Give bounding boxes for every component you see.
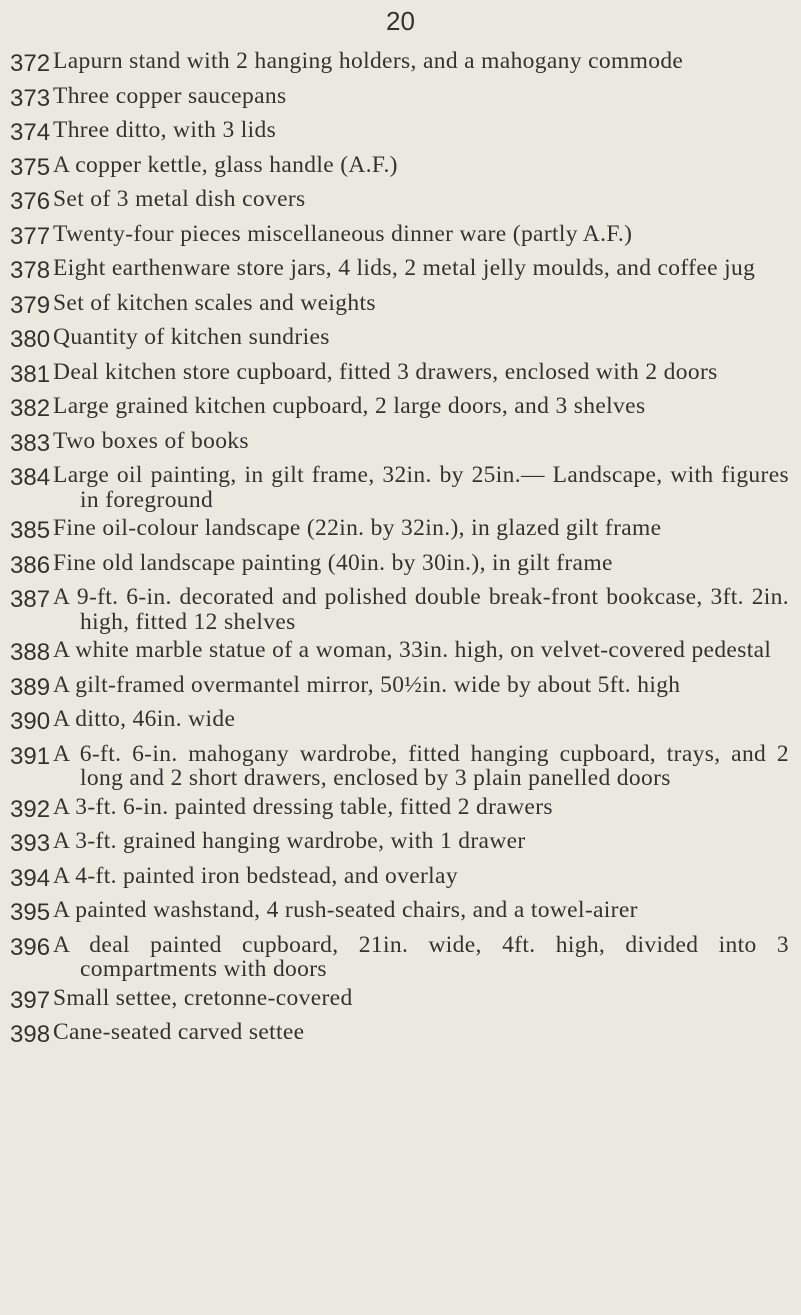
lot-number: 391 [10, 742, 51, 770]
lot-entry [0, 84, 801, 115]
lot-description: Quantity of kitchen sundries [53, 324, 330, 350]
lot-description: A copper kettle, glass handle (A.F.) [53, 151, 398, 178]
lot-number: 380 [10, 326, 51, 353]
lot-number: 383 [10, 429, 51, 457]
lot-entry [0, 638, 801, 669]
lot-number: 390 [10, 708, 51, 735]
lot-entry [0, 394, 801, 425]
lot-entry [0, 360, 801, 391]
lot-entry [0, 551, 801, 582]
lot-description: A painted washstand, 4 rush-seated chairs, and a towel-airer [53, 897, 638, 923]
lot-description: Eight earthenware store jars, 4 lids, 2 metal jelly moulds, and coffee jug [53, 255, 756, 281]
lot-description: Cane-seated carved settee [53, 1019, 305, 1045]
lot-number: 397 [10, 986, 51, 1014]
lot-entry [0, 742, 801, 791]
lot-number: 382 [10, 395, 51, 422]
lot-description: Fine oil-colour landscape (22in. by 32in.), in glazed gilt frame [53, 515, 662, 541]
lot-description: Lapurn stand with 2 hanging holders, and a mahogany commode [53, 48, 684, 74]
lot-number: 398 [10, 1021, 51, 1048]
lot-description: A ditto, 46in. wide [53, 706, 236, 732]
lot-entry [0, 795, 801, 826]
lot-entry [0, 829, 801, 860]
lot-entry [0, 222, 801, 253]
lot-number: 395 [10, 899, 51, 926]
lot-entry [0, 291, 801, 322]
lot-description: Fine old landscape painting (40in. by 30in.), in gilt frame [53, 549, 613, 576]
lot-number: 372 [10, 50, 51, 77]
lot-description: Small settee, cretonne-covered [53, 984, 353, 1011]
lot-list [0, 49, 801, 1055]
lot-description: A deal painted cupboard, 21in. wide, 4ft. high, divided into 3 compartments with doors [53, 931, 789, 982]
lot-number: 379 [10, 291, 51, 319]
page-number: 20 [386, 6, 415, 36]
lot-number: 378 [10, 257, 51, 284]
lot-description: Set of kitchen scales and weights [53, 289, 376, 316]
lot-description: A 3-ft. grained hanging wardrobe, with 1 drawer [53, 828, 526, 854]
lot-number: 393 [10, 830, 51, 857]
lot-entry [0, 429, 801, 460]
lot-entry [0, 118, 801, 149]
lot-number: 386 [10, 551, 51, 579]
lot-description: A 4-ft. painted iron bedstead, and overlay [53, 862, 458, 889]
lot-entry [0, 673, 801, 704]
lot-number: 376 [10, 188, 51, 215]
lot-entry [0, 707, 801, 738]
lot-number: 375 [10, 153, 51, 181]
lot-entry [0, 864, 801, 895]
lot-number: 389 [10, 673, 51, 701]
lot-description: Set of 3 metal dish covers [53, 186, 306, 212]
lot-description: A white marble statue of a woman, 33in. high, on velvet-covered pedestal [53, 637, 772, 663]
lot-entry [0, 585, 801, 634]
lot-entry [0, 463, 801, 512]
lot-entry [0, 153, 801, 184]
lot-entry [0, 933, 801, 982]
lot-description: A 6-ft. 6-in. mahogany wardrobe, fitted hanging cupboard, trays, and 2 long and 2 short drawers, enclosed by 3 plain panelled doors [53, 740, 789, 791]
lot-number: 377 [10, 222, 51, 250]
lot-entry [0, 898, 801, 929]
lot-description: A 3-ft. 6-in. painted dressing table, fitted 2 drawers [53, 793, 553, 820]
lot-entry [0, 187, 801, 218]
lot-entry [0, 325, 801, 356]
lot-number: 387 [10, 586, 51, 613]
lot-number: 374 [10, 119, 51, 146]
lot-description: Large oil painting, in gilt frame, 32in. by 25in.— Landscape, with figures in foreground [53, 462, 789, 513]
lot-number: 373 [10, 84, 51, 112]
lot-entry [0, 1020, 801, 1051]
lot-description: Twenty-four pieces miscellaneous dinner ware (partly A.F.) [53, 220, 633, 247]
lot-description: A 9-ft. 6-in. decorated and polished double break-front bookcase, 3ft. 2in. high, fitted 12 shelves [53, 584, 789, 635]
lot-description: Large grained kitchen cupboard, 2 large doors, and 3 shelves [53, 393, 646, 419]
lot-description: A gilt-framed overmantel mirror, 50½in. wide by about 5ft. high [53, 671, 681, 698]
lot-entry [0, 986, 801, 1017]
lot-entry [0, 49, 801, 80]
lot-number: 392 [10, 795, 51, 823]
lot-number: 385 [10, 517, 51, 544]
lot-number: 396 [10, 933, 51, 961]
lot-description: Two boxes of books [53, 427, 249, 454]
lot-description: Three copper saucepans [53, 82, 287, 109]
lot-number: 388 [10, 639, 51, 666]
lot-number: 381 [10, 360, 51, 388]
lot-entry [0, 516, 801, 547]
lot-description: Deal kitchen store cupboard, fitted 3 drawers, enclosed with 2 doors [53, 358, 718, 385]
lot-number: 384 [10, 464, 51, 491]
lot-entry [0, 256, 801, 287]
lot-number: 394 [10, 864, 51, 892]
lot-description: Three ditto, with 3 lids [53, 117, 277, 143]
